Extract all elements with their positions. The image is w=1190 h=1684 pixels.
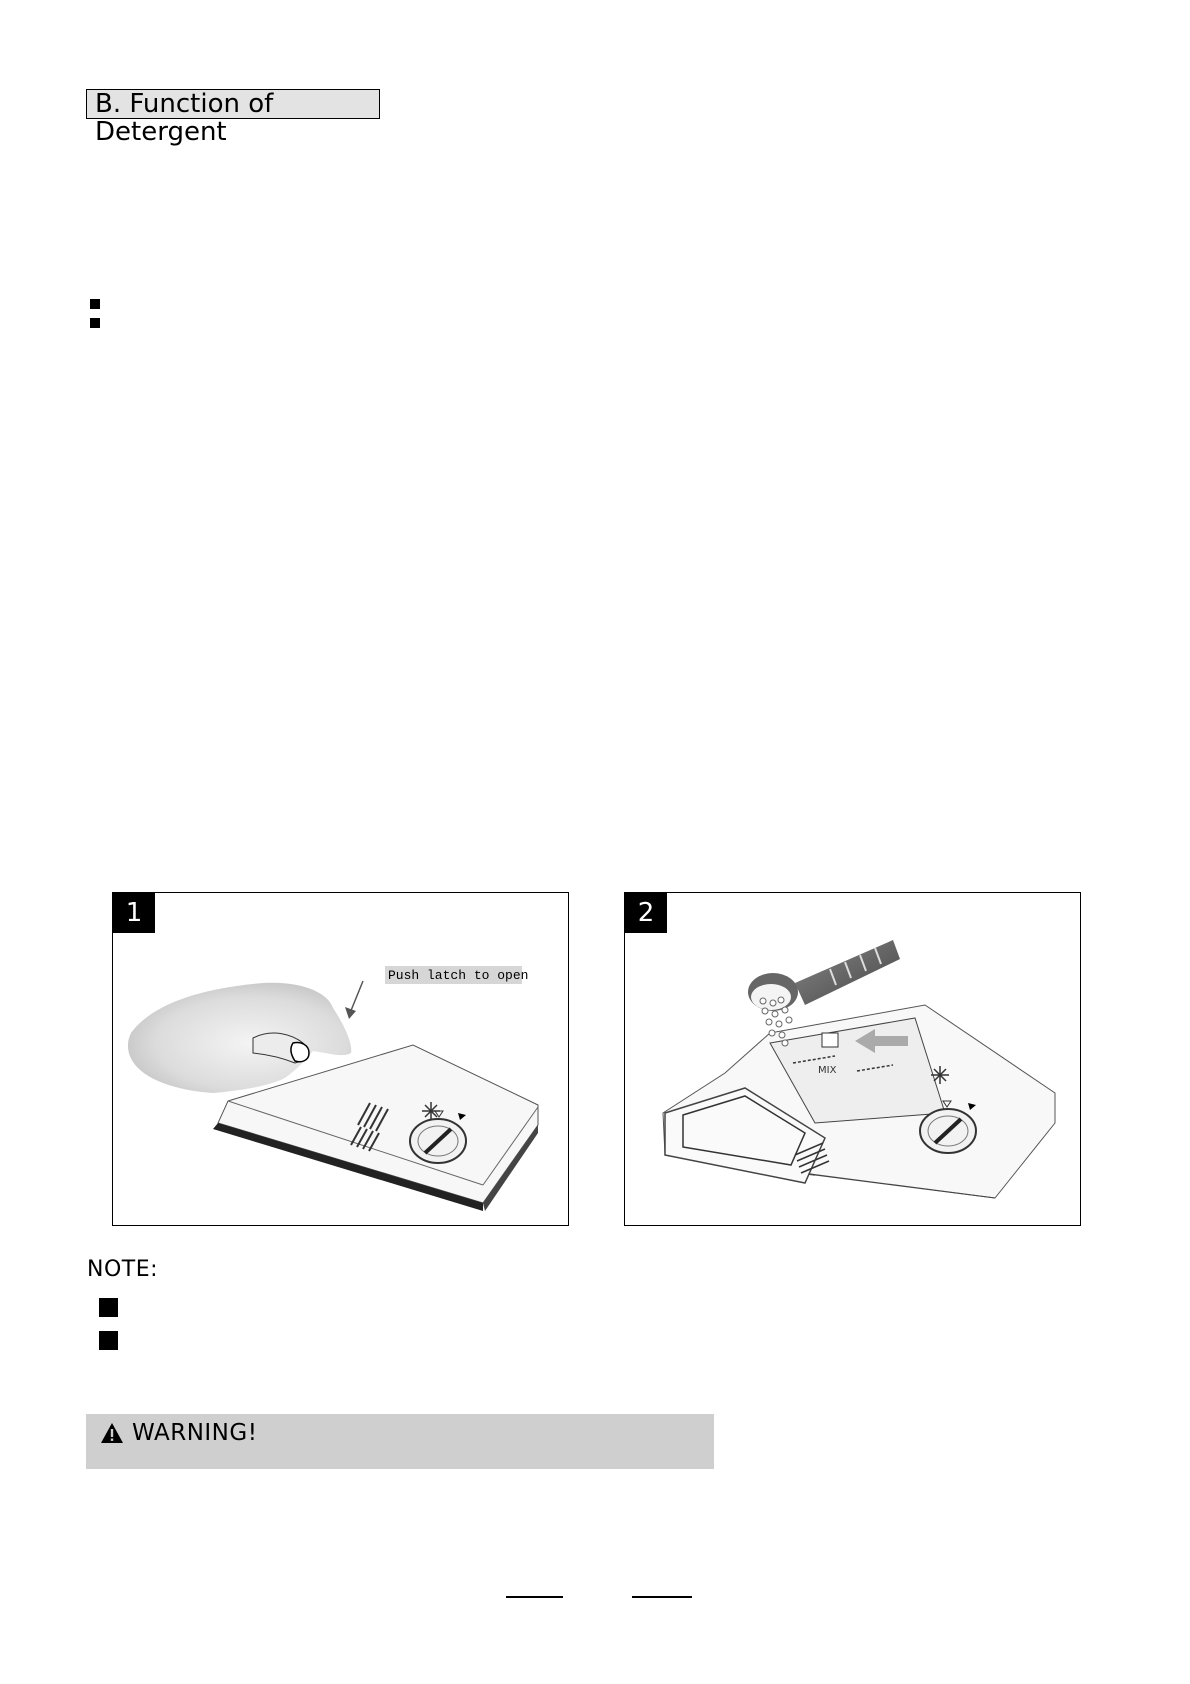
- warning-label: WARNING!: [132, 1420, 258, 1446]
- warning-bar: [86, 1414, 714, 1469]
- figure-2: [624, 892, 1081, 1226]
- figure-number: 2: [625, 893, 667, 933]
- note-bullet: [99, 1298, 118, 1317]
- note-label: NOTE:: [87, 1257, 159, 1282]
- note-bullet: [99, 1331, 118, 1350]
- figure-number: 1: [113, 893, 155, 933]
- bullet-marker: [90, 318, 100, 328]
- footer-rule: [506, 1596, 563, 1598]
- warning-triangle-icon: [100, 1422, 124, 1444]
- section-title: B. Function of Detergent: [86, 89, 380, 119]
- figure-2-illustration: [625, 893, 1082, 1227]
- figure-1-illustration: [113, 893, 570, 1227]
- bullet-marker: [90, 299, 100, 309]
- figure-1: [112, 892, 569, 1226]
- footer-rule: [632, 1596, 692, 1598]
- latch-callout: Push latch to open: [388, 968, 529, 983]
- svg-text:MIX: MIX: [818, 1065, 837, 1076]
